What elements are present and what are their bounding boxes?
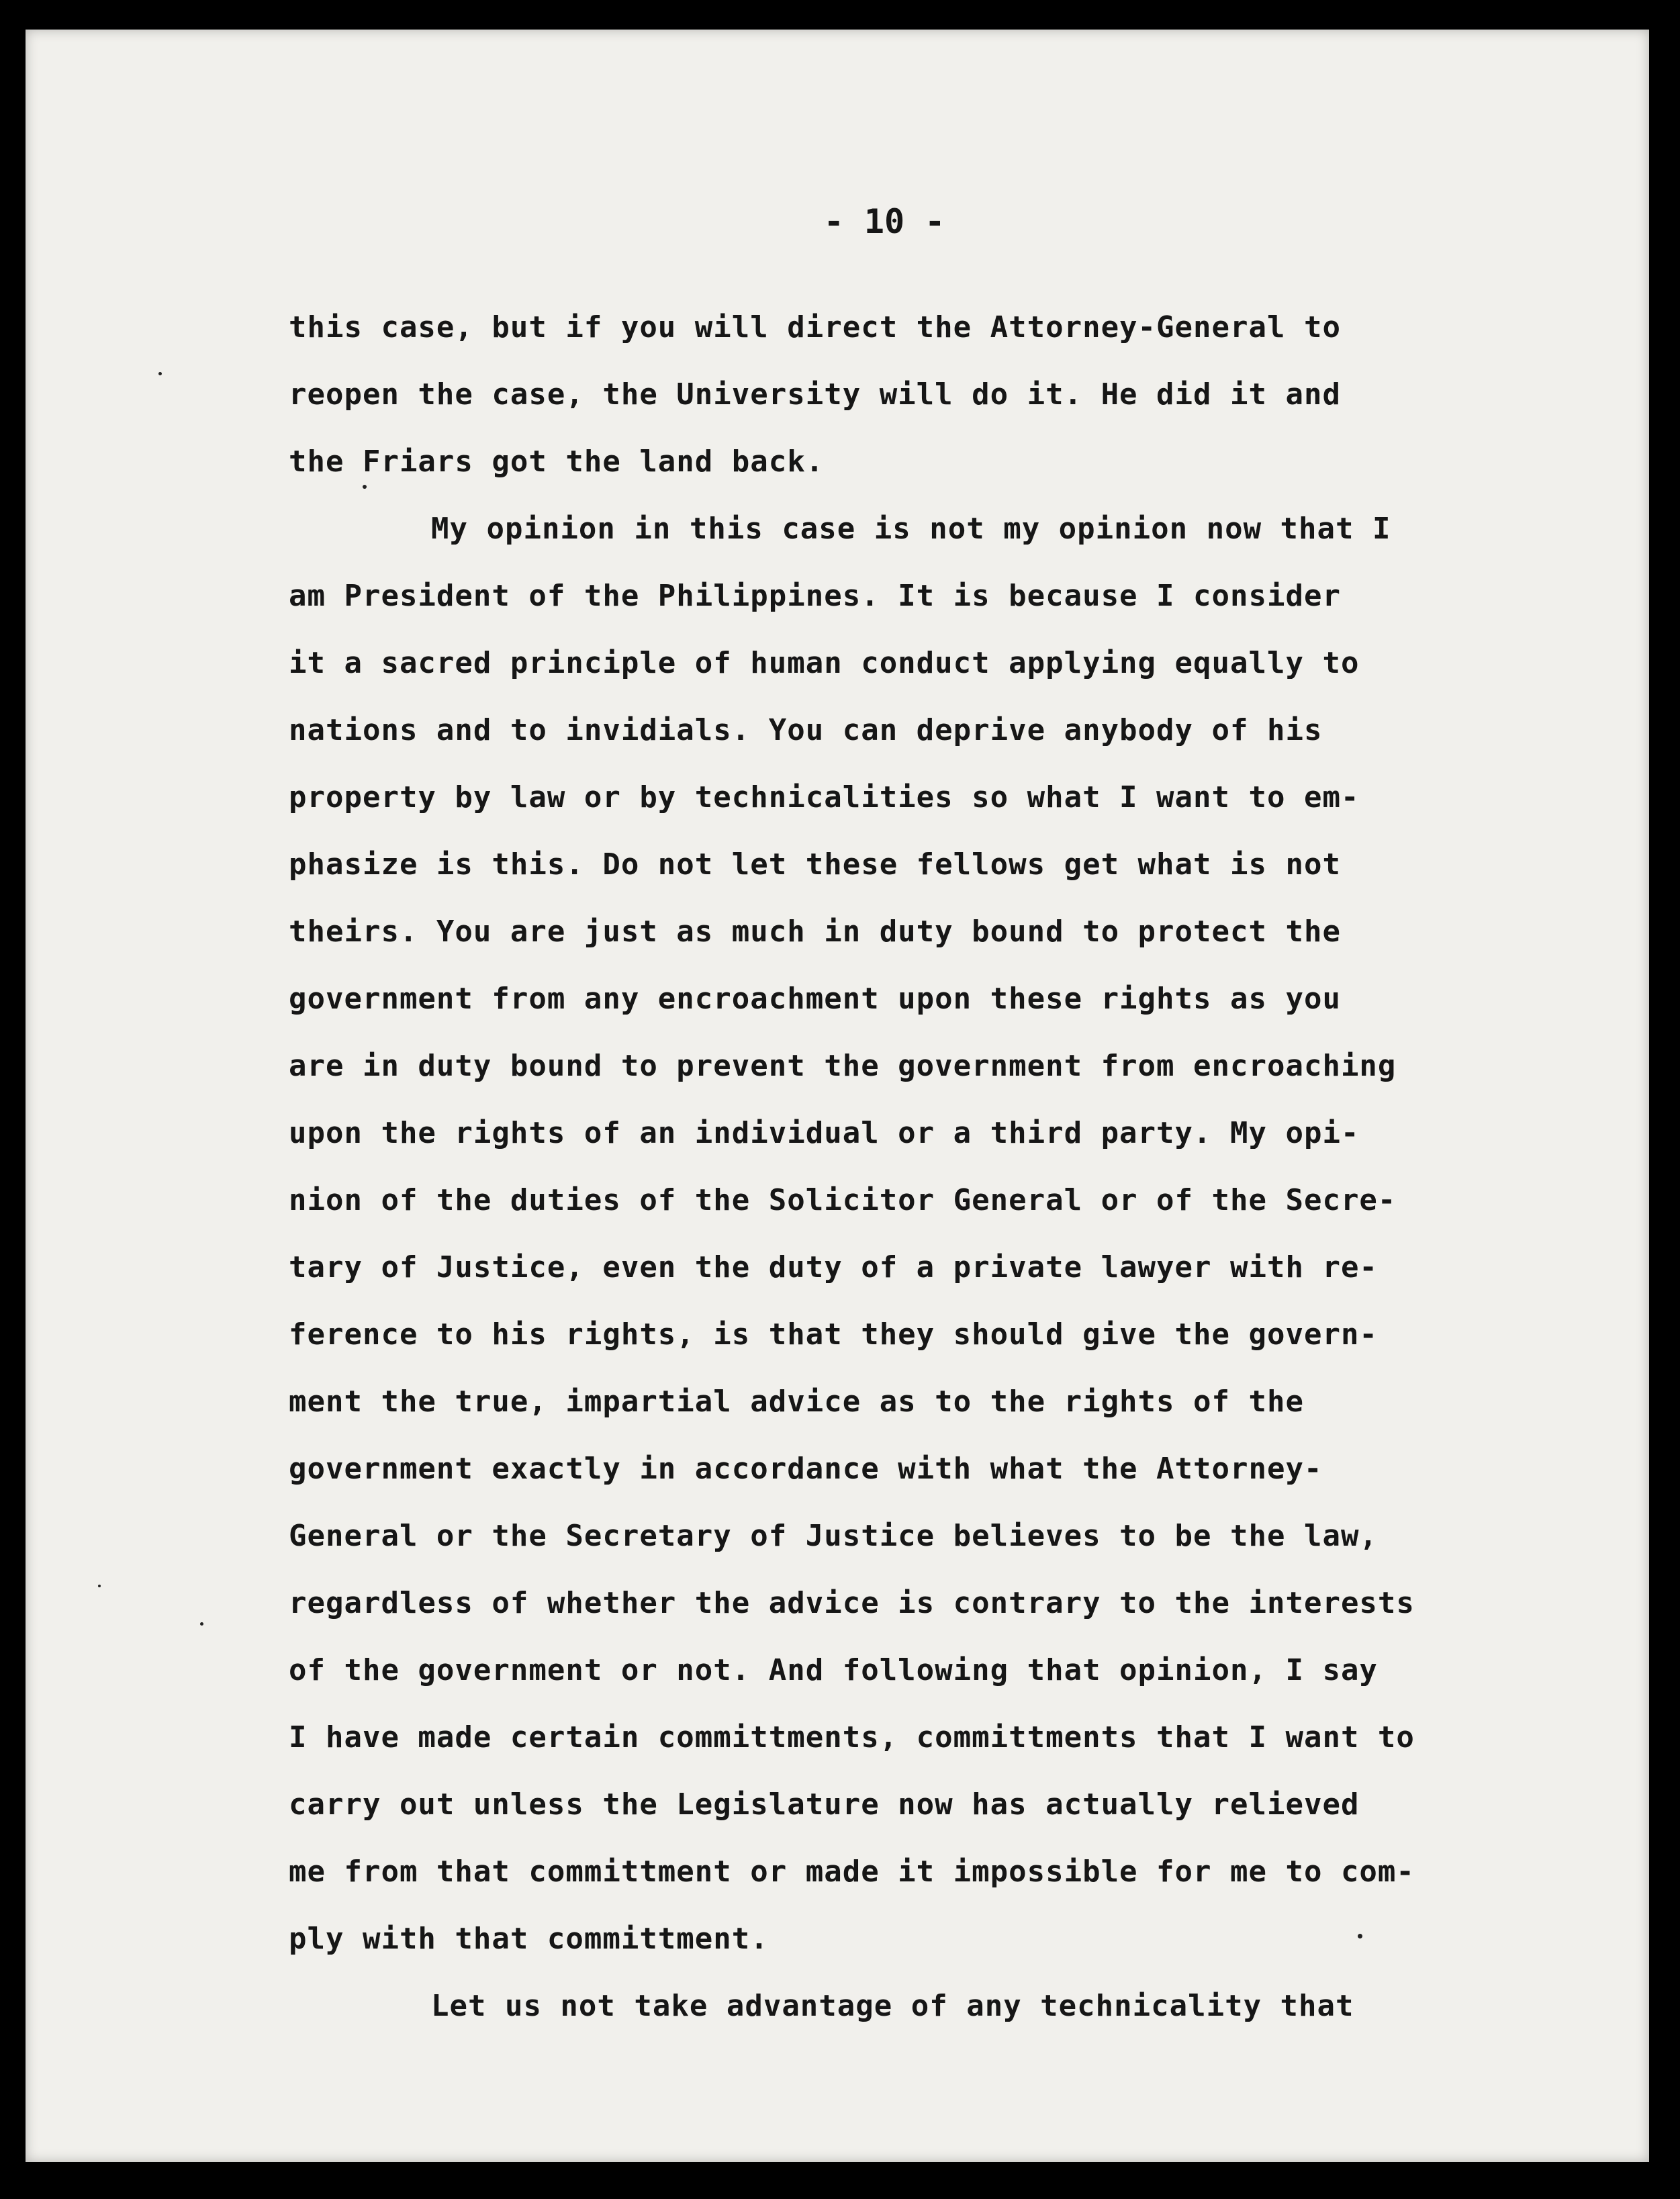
text-line: I have made certain committments, committments that I want to bbox=[289, 1720, 1415, 1754]
text-line: am President of the Philippines. It is because I consider bbox=[289, 579, 1341, 613]
text-line: the Friars got the land back. bbox=[289, 445, 825, 479]
text-line: it a sacred principle of human conduct applying equally to bbox=[289, 646, 1360, 680]
dust-speck bbox=[200, 1622, 203, 1626]
text-line: property by law or by technicalities so what I want to em- bbox=[289, 780, 1360, 814]
body-text bbox=[289, 294, 1585, 2040]
text-line: regardless of whether the advice is contrary to the interests bbox=[289, 1586, 1415, 1620]
text-line: ference to his rights, is that they should give the govern- bbox=[289, 1317, 1378, 1352]
typewritten-page bbox=[26, 30, 1649, 2162]
text-line: My opinion in this case is not my opinion now that I bbox=[431, 512, 1391, 546]
text-line: nion of the duties of the Solicitor General or of the Secre- bbox=[289, 1183, 1397, 1217]
text-line: phasize is this. Do not let these fellows get what is not bbox=[289, 847, 1341, 882]
text-line: carry out unless the Legislature now has actually relieved bbox=[289, 1787, 1360, 1822]
text-line: Let us not take advantage of any technicality that bbox=[431, 1989, 1354, 2023]
text-line: this case, but if you will direct the Attorney-General to bbox=[289, 310, 1341, 344]
text-line: theirs. You are just as much in duty bound to protect the bbox=[289, 915, 1341, 949]
page-number: - 10 - bbox=[823, 202, 945, 241]
text-line: me from that committment or made it impossible for me to com- bbox=[289, 1855, 1415, 1889]
dust-speck bbox=[1358, 1934, 1362, 1938]
dust-speck bbox=[98, 1585, 101, 1587]
text-line: reopen the case, the University will do it. He did it and bbox=[289, 377, 1341, 412]
text-line: of the government or not. And following that opinion, I say bbox=[289, 1653, 1378, 1687]
text-line: upon the rights of an individual or a third party. My opi- bbox=[289, 1116, 1360, 1150]
text-line: tary of Justice, even the duty of a private lawyer with re- bbox=[289, 1250, 1378, 1284]
text-line: ply with that committment. bbox=[289, 1922, 769, 1956]
text-line: government from any encroachment upon these rights as you bbox=[289, 982, 1341, 1016]
dust-speck bbox=[158, 372, 162, 375]
text-line: ment the true, impartial advice as to the rights of the bbox=[289, 1385, 1304, 1419]
text-line: are in duty bound to prevent the government from encroaching bbox=[289, 1049, 1397, 1083]
text-line: General or the Secretary of Justice believes to be the law, bbox=[289, 1519, 1378, 1553]
text-line: government exactly in accordance with what the Attorney- bbox=[289, 1452, 1323, 1486]
dust-speck bbox=[363, 485, 367, 489]
text-line: nations and to invidials. You can deprive anybody of his bbox=[289, 713, 1323, 747]
